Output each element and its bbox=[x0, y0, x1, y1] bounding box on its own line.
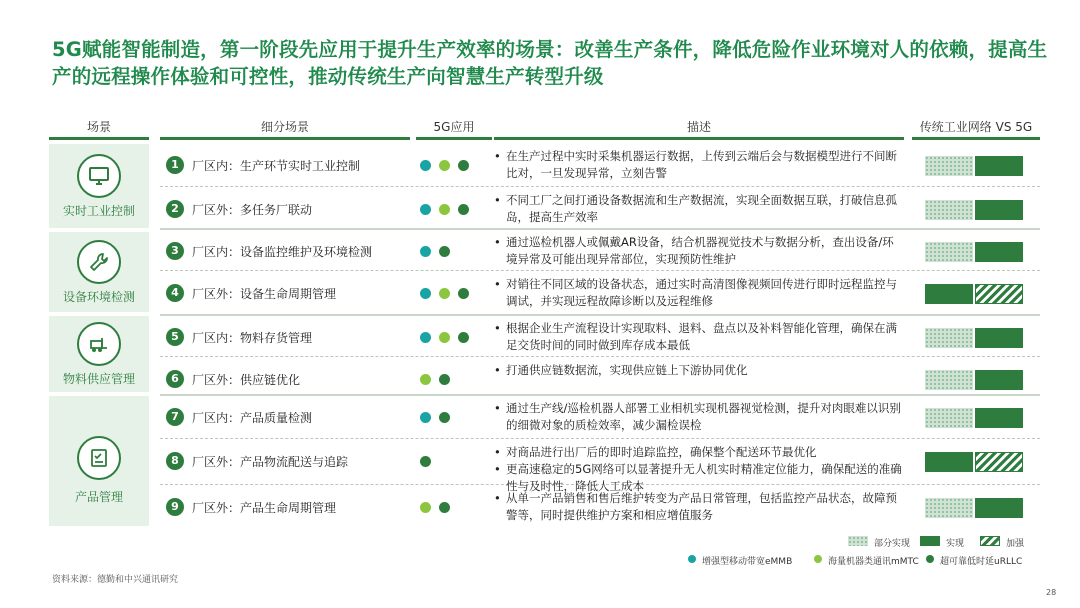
5g-app-dots bbox=[420, 374, 490, 386]
5g-network-bar bbox=[975, 328, 1023, 348]
description-bullet: • 在生产过程中实时采集机器运行数据，上传到云端后会与数据模型进行不间断比对，一旦发现异常，立刻告警 bbox=[494, 148, 902, 182]
5g-network-bar bbox=[975, 156, 1023, 176]
5g-app-dots bbox=[420, 502, 490, 514]
header-description: 描述 bbox=[494, 116, 904, 140]
row-number-badge: 7 bbox=[166, 408, 184, 426]
sub-scene-label: 厂区内：生产环节实时工业控制 bbox=[192, 159, 361, 173]
legend-real-swatch bbox=[920, 536, 940, 546]
5g-app-dots bbox=[420, 332, 490, 344]
description-bullet: • 不同工厂之间打通设备数据流和生产数据流，实现全面数据互联，打破信息孤岛，提高生产效率 bbox=[494, 192, 902, 226]
row-number-badge: 4 bbox=[166, 284, 184, 302]
legend-urllc-dot bbox=[926, 555, 934, 563]
description-bullet: • 根据企业生产流程设计实现取料、退料、盘点以及补料智能化管理，确保在满足交货时间的同时做到库存成本最低 bbox=[494, 320, 902, 354]
comparison-bars bbox=[925, 498, 1023, 518]
5g-network-bar bbox=[975, 284, 1023, 304]
app-dot-emmb bbox=[420, 160, 431, 171]
table-row bbox=[160, 486, 1040, 530]
description bbox=[494, 148, 902, 182]
description-bullet: • 对商品进行出厂后的即时追踪监控，确保整个配送环节最优化 bbox=[494, 444, 902, 461]
app-dot-urllc bbox=[458, 332, 469, 343]
comparison-bars bbox=[925, 284, 1023, 304]
app-dot-emmb bbox=[420, 246, 431, 257]
legend-strong: 加强 bbox=[1006, 539, 1025, 549]
app-dot-urllc bbox=[420, 456, 431, 467]
traditional-network-bar bbox=[925, 408, 973, 428]
description bbox=[494, 276, 902, 310]
table-row bbox=[160, 272, 1040, 316]
forklift-icon bbox=[88, 333, 110, 355]
5g-app-dots bbox=[420, 246, 490, 258]
description-bullet: • 从单一产品销售和售后维护转变为产品日常管理，包括监控产品状态，故障预警等，同时提供维护方案和相应增值服务 bbox=[494, 490, 902, 524]
row-number-badge: 5 bbox=[166, 328, 184, 346]
category-equipment-monitoring bbox=[49, 232, 149, 312]
5g-network-bar bbox=[975, 200, 1023, 220]
description bbox=[494, 400, 902, 434]
app-dot-mmtc bbox=[439, 332, 450, 343]
category-realtime-control bbox=[49, 144, 149, 228]
description bbox=[494, 234, 902, 268]
wrench-icon bbox=[88, 251, 110, 273]
sub-scene-label: 厂区外：产品物流配送与追踪 bbox=[192, 455, 349, 469]
sub-scene-label: 厂区内：物料存货管理 bbox=[192, 331, 313, 345]
5g-network-bar bbox=[975, 498, 1023, 518]
app-dot-urllc bbox=[439, 502, 450, 513]
app-dot-emmb bbox=[420, 288, 431, 299]
5g-app-dots bbox=[420, 456, 490, 468]
comparison-bars bbox=[925, 242, 1023, 262]
comparison-bars bbox=[925, 200, 1023, 220]
traditional-network-bar bbox=[925, 242, 973, 262]
sub-scene-label: 厂区内：产品质量检测 bbox=[192, 411, 313, 425]
description-bullet: • 更高速稳定的5G网络可以显著提升无人机实时精准定位能力，确保配送的准确性与及时性，降低人工成本 bbox=[494, 461, 902, 495]
legend-embb: 增强型移动带宽eMMB bbox=[702, 557, 793, 567]
legend-embb-dot bbox=[688, 555, 696, 563]
sub-scene-label: 厂区内：设备监控维护及环境检测 bbox=[192, 245, 373, 259]
category-label: 实时工业控制 bbox=[62, 204, 135, 218]
page-title: 5G赋能智能制造，第一阶段先应用于提升生产效率的场景：改善生产条件，降低危险作业环境对人的依赖，提高生产的远程操作体验和可控性，推动传统生产向智慧生产转型升级 bbox=[52, 38, 1048, 88]
app-dot-urllc bbox=[439, 374, 450, 385]
description bbox=[494, 362, 902, 379]
app-dot-urllc bbox=[458, 288, 469, 299]
category-label: 物料供应管理 bbox=[62, 372, 135, 386]
category-material-supply bbox=[49, 316, 149, 392]
comparison-bars bbox=[925, 156, 1023, 176]
traditional-network-bar bbox=[925, 498, 973, 518]
description-bullet: • 对销往不同区域的设备状态，通过实时高清图像视频回传进行即时远程监控与调试，并实现远程故障诊断以及远程维修 bbox=[494, 276, 902, 310]
sub-scene-label: 厂区外：多任务厂联动 bbox=[192, 203, 313, 217]
comparison-bars bbox=[925, 328, 1023, 348]
row-number-badge: 3 bbox=[166, 242, 184, 260]
description-bullet: • 通过生产线/巡检机器人部署工业相机实现机器视觉检测，提升对肉眼难以识别的细微对象的质检效率，减少漏检误检 bbox=[494, 400, 902, 434]
sub-scene-label: 厂区外：设备生命周期管理 bbox=[192, 287, 337, 301]
table-row bbox=[160, 316, 1040, 360]
comparison-bars bbox=[925, 452, 1023, 472]
5g-network-bar bbox=[975, 370, 1023, 390]
5g-app-dots bbox=[420, 160, 490, 172]
traditional-network-bar bbox=[925, 284, 973, 304]
category-product-management bbox=[49, 396, 149, 526]
category-label: 产品管理 bbox=[74, 490, 123, 504]
row-number-badge: 2 bbox=[166, 200, 184, 218]
legend-mmtc: 海量机器类通讯mMTC bbox=[828, 557, 919, 567]
row-number-badge: 9 bbox=[166, 498, 184, 516]
sub-scene-label: 厂区外：供应链优化 bbox=[192, 373, 301, 387]
5g-network-bar bbox=[975, 452, 1023, 472]
app-dot-mmtc bbox=[420, 374, 431, 385]
header-sub-scene: 细分场景 bbox=[160, 116, 410, 140]
table-row bbox=[160, 396, 1040, 440]
app-dot-urllc bbox=[439, 246, 450, 257]
legend-partial-swatch bbox=[848, 536, 868, 546]
app-dot-urllc bbox=[458, 160, 469, 171]
description bbox=[494, 320, 902, 354]
monitor-icon bbox=[88, 165, 110, 187]
traditional-network-bar bbox=[925, 156, 973, 176]
app-dot-mmtc bbox=[420, 502, 431, 513]
legend-strong-swatch bbox=[980, 536, 1000, 546]
header-compare: 传统工业网络 VS 5G bbox=[912, 116, 1040, 140]
app-dot-mmtc bbox=[439, 160, 450, 171]
legend-real: 实现 bbox=[946, 539, 965, 549]
description-bullet: • 通过巡检机器人或佩戴AR设备，结合机器视觉技术与数据分析，查出设备/环境异常及可能出现异常部位，实现预防性维护 bbox=[494, 234, 902, 268]
5g-app-dots bbox=[420, 412, 490, 424]
checklist-icon bbox=[88, 447, 110, 469]
page-number: 28 bbox=[1046, 588, 1057, 597]
5g-app-dots bbox=[420, 204, 490, 216]
app-dot-urllc bbox=[439, 412, 450, 423]
traditional-network-bar bbox=[925, 370, 973, 390]
table-row bbox=[160, 440, 1040, 493]
app-dot-mmtc bbox=[439, 288, 450, 299]
source-note: 资料来源：德勤和中兴通讯研究 bbox=[52, 575, 179, 585]
row-number-badge: 8 bbox=[166, 452, 184, 470]
5g-network-bar bbox=[975, 408, 1023, 428]
table-row bbox=[160, 188, 1040, 232]
comparison-bars bbox=[925, 408, 1023, 428]
traditional-network-bar bbox=[925, 452, 973, 472]
row-number-badge: 6 bbox=[166, 370, 184, 388]
table-row bbox=[160, 230, 1040, 274]
header-scene: 场景 bbox=[49, 116, 149, 140]
app-dot-emmb bbox=[420, 204, 431, 215]
row-number-badge: 1 bbox=[166, 156, 184, 174]
5g-app-dots bbox=[420, 288, 490, 300]
legend-mmtc-dot bbox=[814, 555, 822, 563]
app-dot-mmtc bbox=[439, 204, 450, 215]
traditional-network-bar bbox=[925, 200, 973, 220]
comparison-bars bbox=[925, 370, 1023, 390]
app-dot-emmb bbox=[420, 332, 431, 343]
app-dot-urllc bbox=[458, 204, 469, 215]
5g-network-bar bbox=[975, 242, 1023, 262]
app-dot-emmb bbox=[420, 412, 431, 423]
legend-partial: 部分实现 bbox=[874, 539, 911, 549]
table-row bbox=[160, 144, 1040, 188]
description bbox=[494, 490, 902, 524]
description bbox=[494, 192, 902, 226]
description-bullet: • 打通供应链数据流，实现供应链上下游协同优化 bbox=[494, 362, 902, 379]
header-5g-app: 5G应用 bbox=[416, 116, 492, 140]
category-label: 设备环境检测 bbox=[62, 290, 135, 304]
traditional-network-bar bbox=[925, 328, 973, 348]
sub-scene-label: 厂区外：产品生命周期管理 bbox=[192, 501, 337, 515]
legend-urllc: 超可靠低时延uRLLC bbox=[940, 557, 1023, 567]
